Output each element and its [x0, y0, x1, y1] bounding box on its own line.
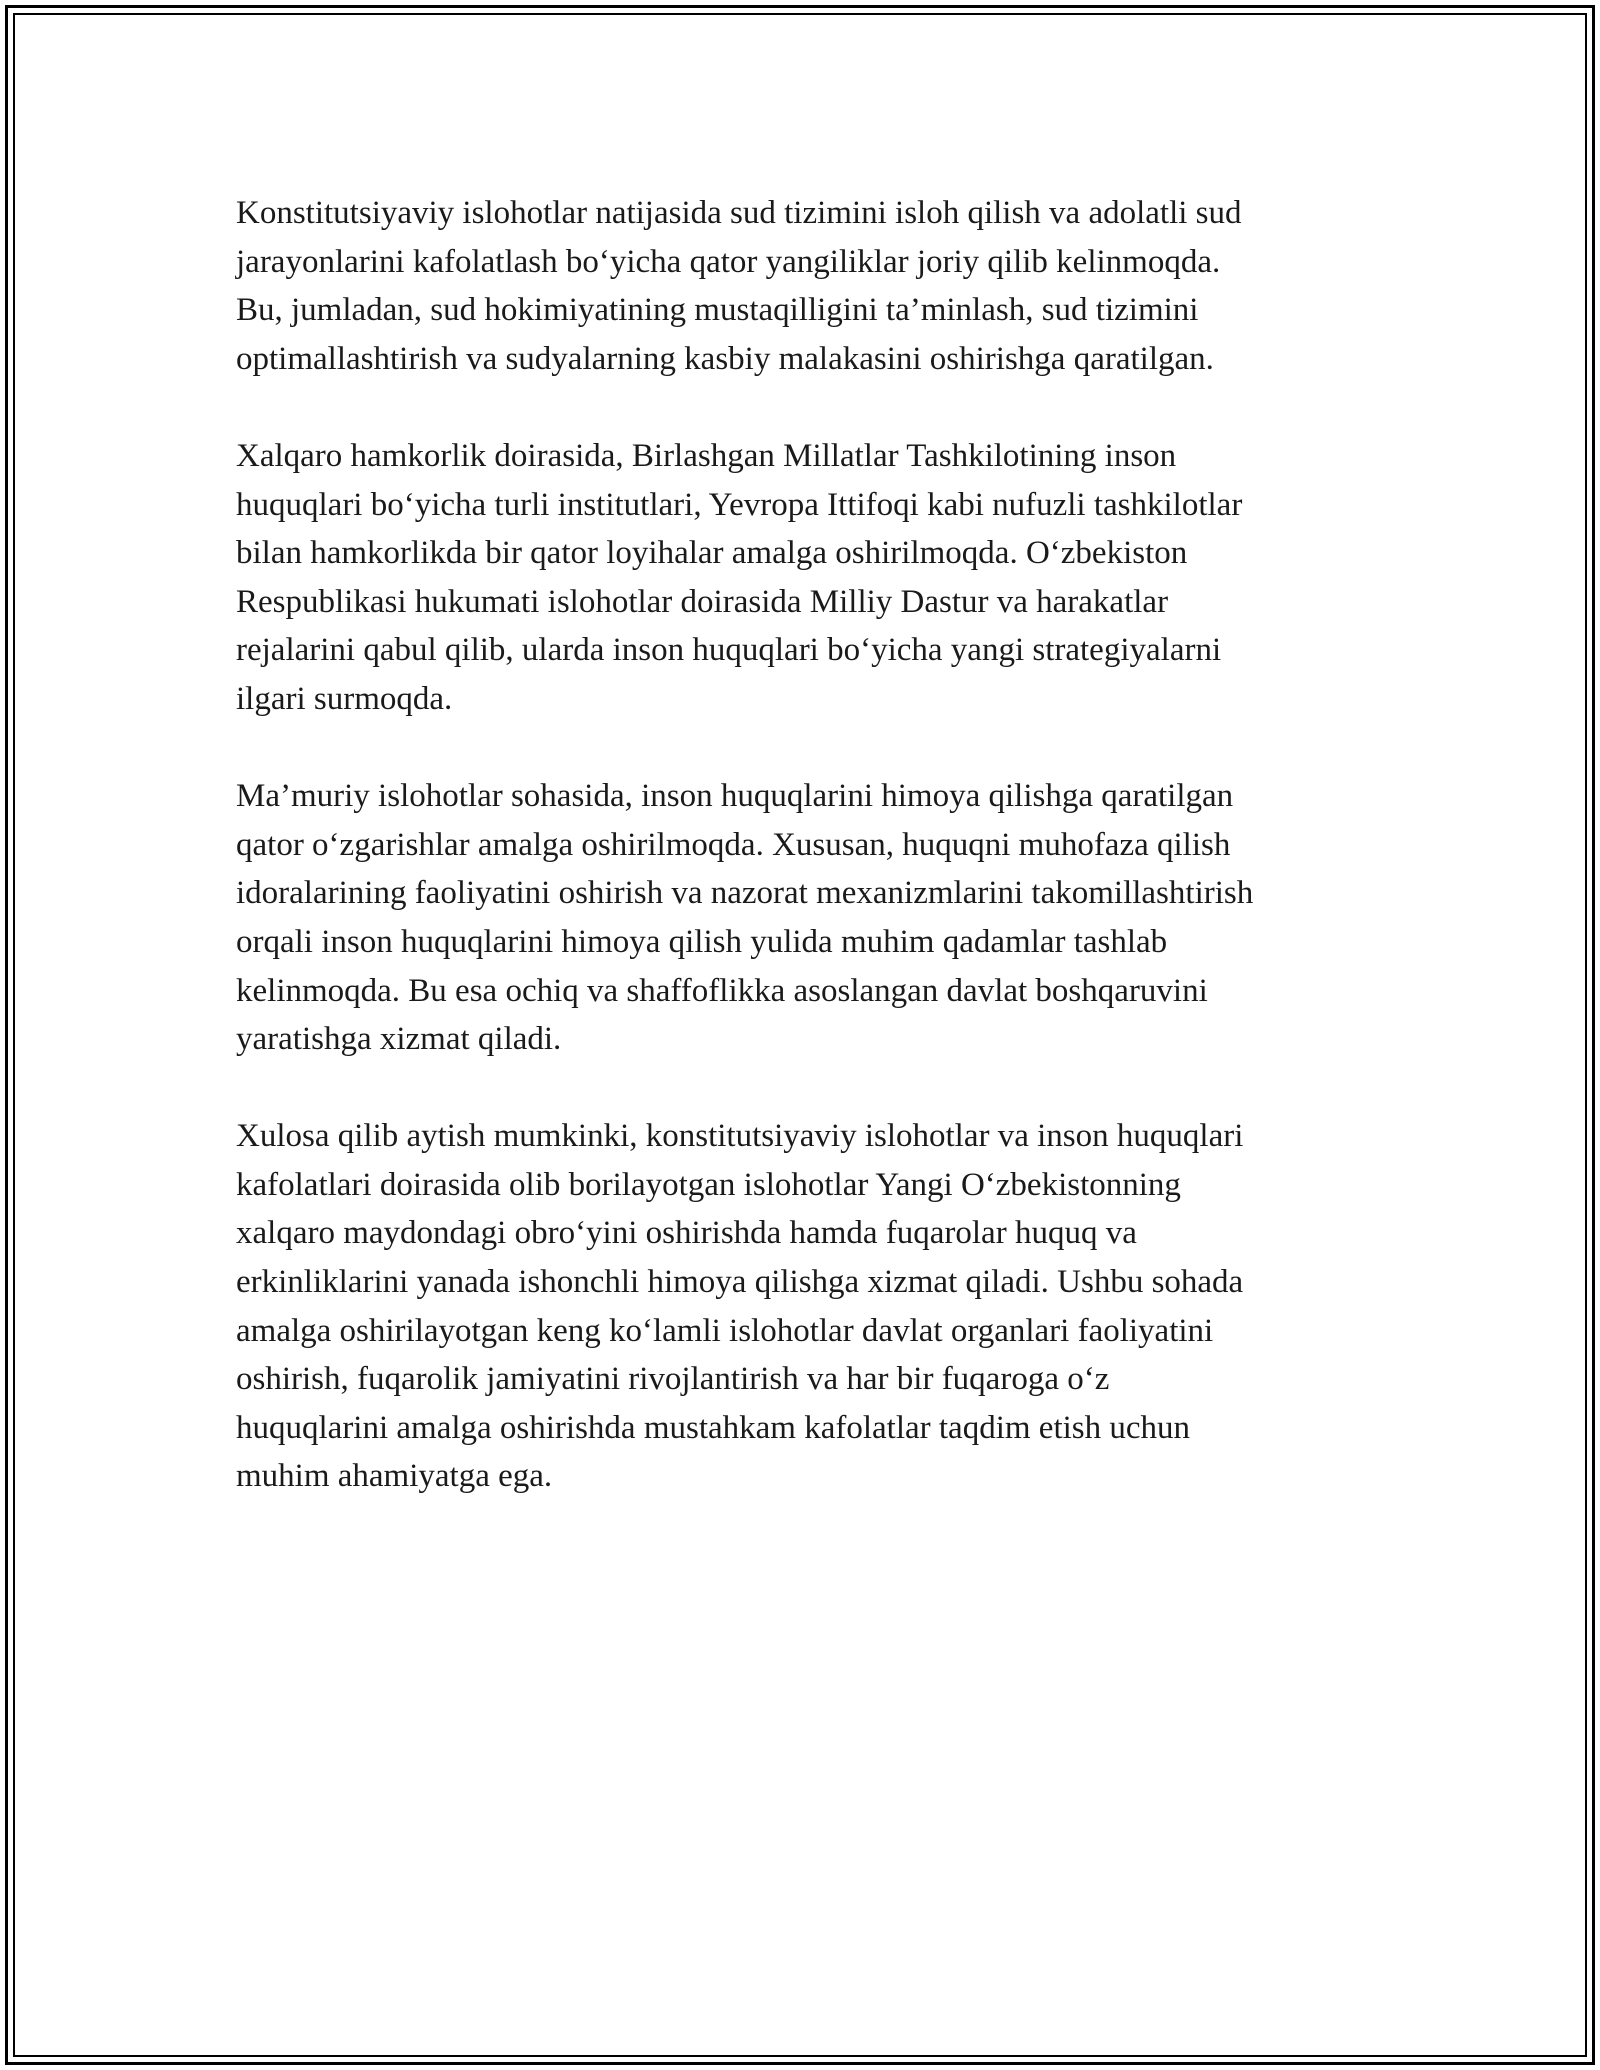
- text-line: oshirish, fuqarolik jamiyatini rivojlantirish va har bir fuqaroga o‘z: [236, 1361, 1110, 1398]
- text-line: amalga oshirilayotgan keng ko‘lamli islohotlar davlat organlari faoliyatini: [236, 1312, 1214, 1349]
- text-line: Ma’muriy islohotlar sohasida, inson huquqlarini himoya qilishga qaratilgan: [236, 778, 1234, 815]
- text-line: erkinliklarini yanada ishonchli himoya qilishga xizmat qiladi. Ushbu sohada: [236, 1264, 1244, 1301]
- text-line: Xalqaro hamkorlik doirasida, Birlashgan Millatlar Tashkilotining inson: [236, 437, 1177, 474]
- text-line: kelinmoqda. Bu esa ochiq va shaffoflikka asoslangan davlat boshqaruvini: [236, 972, 1208, 1009]
- text-line: bilan hamkorlikda bir qator loyihalar amalga oshirilmoqda. O‘zbekiston: [236, 535, 1188, 572]
- text-line: yaratishga xizmat qiladi.: [236, 1021, 562, 1058]
- text-line: qator o‘zgarishlar amalga oshirilmoqda. Xususan, huquqni muhofaza qilish: [236, 826, 1231, 863]
- text-line: huquqlarini amalga oshirishda mustahkam kafolatlar taqdim etish uchun: [236, 1409, 1191, 1446]
- text-line: Xulosa qilib aytish mumkinki, konstitutsiyaviy islohotlar va inson huquqlari: [236, 1118, 1244, 1155]
- text-line: muhim ahamiyatga ega.: [236, 1458, 553, 1495]
- text-line: Respublikasi hukumati islohotlar doirasida Milliy Dastur va harakatlar: [236, 583, 1169, 620]
- text-line: orqali inson huquqlarini himoya qilish yulida muhim qadamlar tashlab: [236, 923, 1168, 960]
- document-body: [236, 189, 1386, 1550]
- paragraph-international-cooperation: [236, 432, 1386, 724]
- text-line: idoralarining faoliyatini oshirish va nazorat mexanizmlarini takomillashtirish: [236, 875, 1254, 912]
- text-line: Konstitutsiyaviy islohotlar natijasida sud tizimini isloh qilish va adolatli sud: [236, 195, 1242, 231]
- text-line: xalqaro maydondagi obro‘yini oshirishda hamda fuqarolar huquq va: [236, 1215, 1137, 1252]
- paragraph-judicial-reform: [236, 189, 1386, 383]
- text-line: ilgari surmoqda.: [236, 680, 453, 717]
- text-line: optimallashtirish va sudyalarning kasbiy malakasini oshirishga qaratilgan.: [236, 340, 1214, 377]
- paragraph-administrative-reform: [236, 772, 1386, 1064]
- text-line: rejalarini qabul qilib, ularda inson huquqlari bo‘yicha yangi strategiyalarni: [236, 632, 1222, 669]
- text-line: Bu, jumladan, sud hokimiyatining mustaqilligini ta’minlash, sud tizimini: [236, 292, 1199, 329]
- text-line: huquqlari bo‘yicha turli institutlari, Yevropa Ittifoqi kabi nufuzli tashkilotlar: [236, 486, 1243, 523]
- text-line: kafolatlari doirasida olib borilayotgan islohotlar Yangi O‘zbekistonning: [236, 1166, 1181, 1203]
- paragraph-conclusion: [236, 1112, 1386, 1501]
- text-line: jarayonlarini kafolatlash bo‘yicha qator yangiliklar joriy qilib kelinmoqda.: [236, 243, 1221, 280]
